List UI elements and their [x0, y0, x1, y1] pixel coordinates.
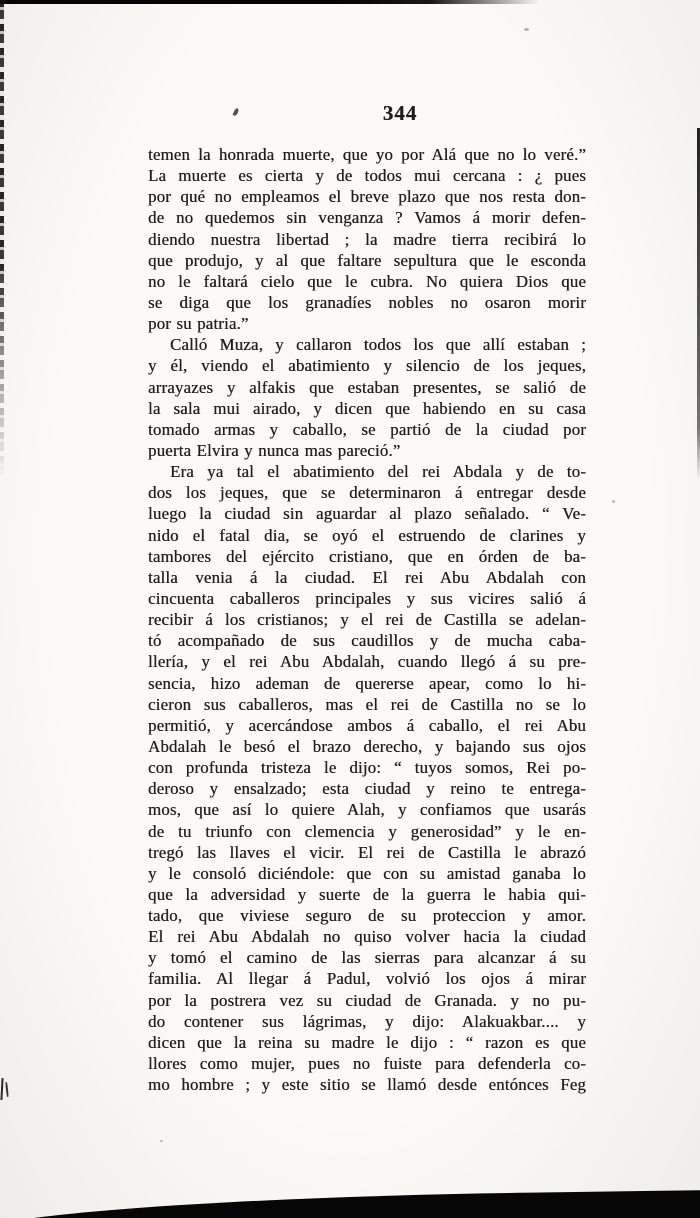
text-line: familia. Al llegar á Padul, volvió los ojos á mirar: [148, 969, 586, 989]
text-line: do contener sus lágrimas, y dijo: Alakuakbar.... y: [148, 1011, 586, 1031]
text-line: por su patria.”: [148, 314, 249, 334]
text-line: puerta Elvira y nunca mas pareció.”: [148, 440, 401, 460]
text-line: Abdalah le besó el brazo derecho, y bajando sus ojos: [148, 736, 586, 756]
text-line: nido el fatal dia, se oyó el estruendo de clarines y: [148, 525, 586, 545]
text-line: por la postrera vez su ciudad de Granada. y no pu-: [148, 990, 586, 1010]
text-line: y tomó el camino de las sierras para alcanzar á su: [148, 948, 586, 968]
text-line: con profunda tristeza le dijo: “ tuyos somos, Rei po-: [148, 758, 586, 778]
scan-edge-bottom-shadow: [0, 1190, 700, 1218]
text-line: y le consoló diciéndole: que con su amistad ganaba lo: [148, 863, 586, 883]
text-line: mos, que así lo quiere Alah, y confiamos que usarás: [148, 800, 586, 820]
text-line: y él, viendo el abatimiento y silencio de los jeques,: [148, 356, 586, 376]
text-line: sencia, hizo ademan de quererse apear, como lo hi-: [148, 673, 586, 693]
text-line: que produjo, y al que faltare sepultura que le esconda: [148, 250, 586, 270]
text-line: mo hombre ; y este sitio se llamó desde entónces Feg: [148, 1075, 586, 1095]
text-line: diendo nuestra libertad ; la madre tierra recibirá lo: [148, 229, 586, 249]
text-line: El rei Abu Abdalah no quiso volver hacia la ciudad: [148, 927, 586, 947]
text-line: de no quedemos sin venganza ? Vamos á morir defen-: [148, 208, 586, 228]
text-line: se diga que los granadíes nobles no osaron morir: [148, 292, 586, 312]
text-line: temen la honrada muerte, que yo por Alá que no lo veré.”: [148, 145, 586, 164]
text-line: recibir á los cristianos; y el rei de Castilla se adelan-: [148, 610, 586, 630]
page-number-row: [148, 101, 586, 126]
scan-speck: [524, 28, 529, 31]
text-line: permitió, y acercándose ambos á caballo, el rei Abu: [148, 715, 586, 735]
text-line: deroso y ensalzado; esta ciudad y reino te entrega-: [148, 779, 586, 799]
text-line: tado, que viviese seguro de su proteccion y amor.: [148, 906, 586, 926]
text-line: que la adversidad y suerte de la guerra le habia qui-: [148, 884, 586, 904]
text-block: [148, 144, 586, 1095]
text-line: arrayazes y alfakis que estaban presentes, se salió de: [148, 377, 586, 397]
text-line: de tu triunfo con clemencia y generosidad” y le en-: [148, 821, 586, 841]
text-line: tregó las llaves el vicir. El rei de Castilla le abrazó: [148, 842, 586, 862]
text-line: dicen que la reina su madre le dijo : “ razon es que: [148, 1032, 586, 1052]
text-line: cieron sus caballeros, mas el rei de Castilla no se lo: [148, 694, 586, 714]
text-line: la sala mui airado, y dicen que habiendo en su casa: [148, 398, 586, 418]
scan-margin-mark: [0, 1078, 12, 1104]
text-line: tomado armas y caballo, se partió de la ciudad por: [148, 419, 586, 439]
text-line: llores como mujer, pues no fuiste para defenderla co-: [148, 1054, 586, 1074]
text-line: talla venia á la ciudad. El rei Abu Abdalah con: [148, 567, 586, 587]
text-line: dos los jeques, que se determinaron á entregar desde: [148, 483, 586, 503]
text-line: luego la ciudad sin aguardar al plazo señalado. “ Ve-: [148, 504, 586, 524]
text-line: tó acompañado de sus caudillos y de mucha caba-: [148, 631, 586, 651]
page-number: 344: [382, 101, 418, 125]
scan-edge-top: [0, 0, 540, 4]
text-line: tambores del ejército cristiano, que en órden de ba-: [148, 546, 586, 566]
text-line: llería, y el rei Abu Abdalah, cuando llegó á su pre-: [148, 652, 586, 672]
text-line: no le faltará cielo que le cubra. No quiera Dios que: [148, 271, 586, 291]
scan-edge-left-binding: [0, 0, 4, 480]
scan-speck: [160, 1140, 163, 1142]
text-line: Calló Muza, y callaron todos los que allí estaban ;: [170, 335, 586, 355]
text-line: La muerte es cierta y de todos mui cercana : ¿ pues: [148, 166, 586, 186]
text-line: por qué no empleamos el breve plazo que nos resta don-: [148, 187, 586, 207]
scan-speck: [612, 500, 615, 503]
text-line: cincuenta caballeros principales y sus vicires salió á: [148, 588, 586, 608]
text-line: Era ya tal el abatimiento del rei Abdala y de to-: [170, 462, 586, 482]
